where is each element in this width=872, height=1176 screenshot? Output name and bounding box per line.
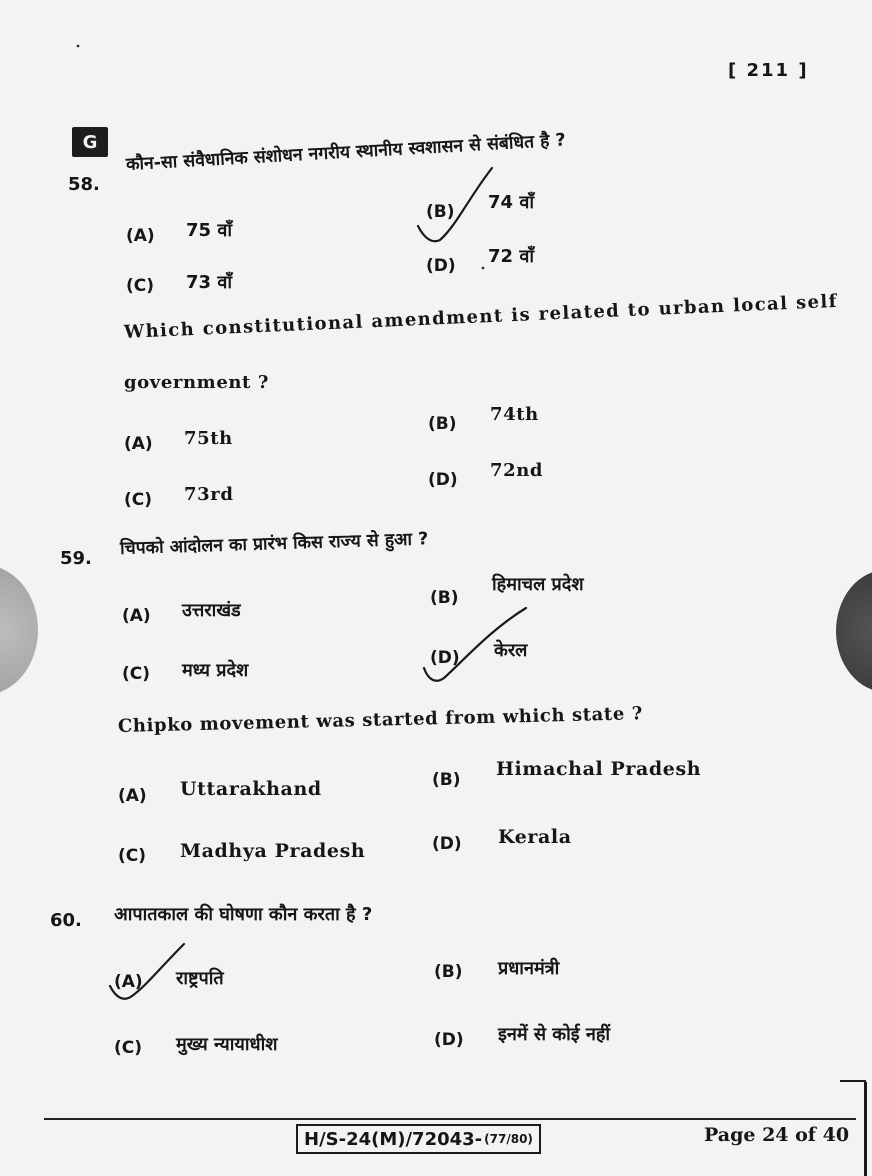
q60-option-b-text: प्रधानमंत्री <box>498 958 560 979</box>
q59-en-option-b-label: (B) <box>432 770 461 790</box>
question-59-hindi-text: चिपको आंदोलन का प्रारंभ किस राज्य से हुआ ? <box>119 529 429 559</box>
question-58-hindi-text: कौन-सा संवैधानिक संशोधन नगरीय स्थानीय स्वशासन से संबंधित है ? <box>125 130 567 175</box>
question-60-hindi-text: आपातकाल की घोषणा कौन करता है ? <box>114 904 373 925</box>
q59-en-option-c-label: (C) <box>118 846 147 866</box>
series-badge: G <box>72 127 108 157</box>
q59-en-option-b-text: Himachal Pradesh <box>496 758 702 780</box>
q58-hi-option-d-text: 72 वाँ <box>488 246 534 267</box>
q60-option-d-label: (D) <box>434 1030 464 1050</box>
q58-hi-option-d-label: (D) <box>426 256 456 276</box>
q59-hi-option-a-text: उत्तराखंड <box>182 600 241 621</box>
q58-en-option-d-text: 72nd <box>490 460 544 481</box>
q60-option-d-text: इनमें से कोई नहीं <box>498 1024 611 1045</box>
q60-option-b-label: (B) <box>434 962 463 982</box>
question-58-number: 58. <box>68 174 100 195</box>
q58-hi-option-b-label: (B) <box>426 202 455 222</box>
question-58-english-line2: government ? <box>124 372 269 393</box>
corner-mark-top <box>840 1080 866 1082</box>
q58-hi-option-a-label: (A) <box>126 226 155 246</box>
q58-en-option-b-label: (B) <box>428 414 457 434</box>
page-tag: [ 211 ] <box>728 60 809 81</box>
corner-mark-right <box>864 1082 867 1176</box>
q60-option-c-label: (C) <box>114 1038 143 1058</box>
q58-en-option-a-text: 75th <box>184 428 233 449</box>
question-59-number: 59. <box>60 548 92 569</box>
q58-hi-option-a-text: 75 वाँ <box>186 220 232 241</box>
stray-dot <box>482 267 485 270</box>
q58-hi-option-c-text: 73 वाँ <box>186 272 232 293</box>
paper-code <box>296 1124 541 1154</box>
paper-code-suffix: (77/80) <box>484 1132 533 1146</box>
q59-hi-option-b-text: हिमाचल प्रदेश <box>492 574 584 595</box>
q58-en-option-c-text: 73rd <box>184 484 234 505</box>
q58-answer-tick <box>418 168 492 241</box>
stray-dot <box>77 45 80 48</box>
q59-hi-option-b-label: (B) <box>430 588 459 608</box>
q58-en-option-b-text: 74th <box>490 404 539 425</box>
q58-en-option-c-label: (C) <box>124 490 153 510</box>
q59-hi-option-c-label: (C) <box>122 664 151 684</box>
paper-code-main: H/S-24(M)/72043- <box>304 1128 483 1150</box>
q59-en-option-a-label: (A) <box>118 786 147 806</box>
q60-answer-tick <box>110 944 184 999</box>
q58-hi-option-b-text: 74 वाँ <box>488 192 534 213</box>
q58-en-option-d-label: (D) <box>428 470 458 490</box>
q60-option-a-text: राष्ट्रपति <box>176 968 224 989</box>
q60-option-a-label: (A) <box>114 972 143 992</box>
question-58-english-line1: Which constitutional amendment is related to urban local self <box>123 290 839 343</box>
q60-option-c-text: मुख्य न्यायाधीश <box>176 1034 278 1055</box>
q59-en-option-d-text: Kerala <box>498 826 572 848</box>
q58-hi-option-c-label: (C) <box>126 276 155 296</box>
page-number: Page 24 of 40 <box>704 1124 850 1146</box>
q59-hi-option-d-text: केरल <box>494 640 528 661</box>
q59-answer-tick <box>424 608 526 681</box>
question-59-english-text: Chipko movement was started from which state ? <box>117 703 644 737</box>
q59-hi-option-c-text: मध्य प्रदेश <box>182 660 249 681</box>
question-60-number: 60. <box>50 910 82 931</box>
q59-hi-option-d-label: (D) <box>430 648 460 668</box>
q59-en-option-a-text: Uttarakhand <box>180 778 322 800</box>
footer-rule <box>44 1118 856 1120</box>
q59-hi-option-a-label: (A) <box>122 606 151 626</box>
q58-en-option-a-label: (A) <box>124 434 153 454</box>
q59-en-option-c-text: Madhya Pradesh <box>180 840 366 862</box>
q59-en-option-d-label: (D) <box>432 834 462 854</box>
